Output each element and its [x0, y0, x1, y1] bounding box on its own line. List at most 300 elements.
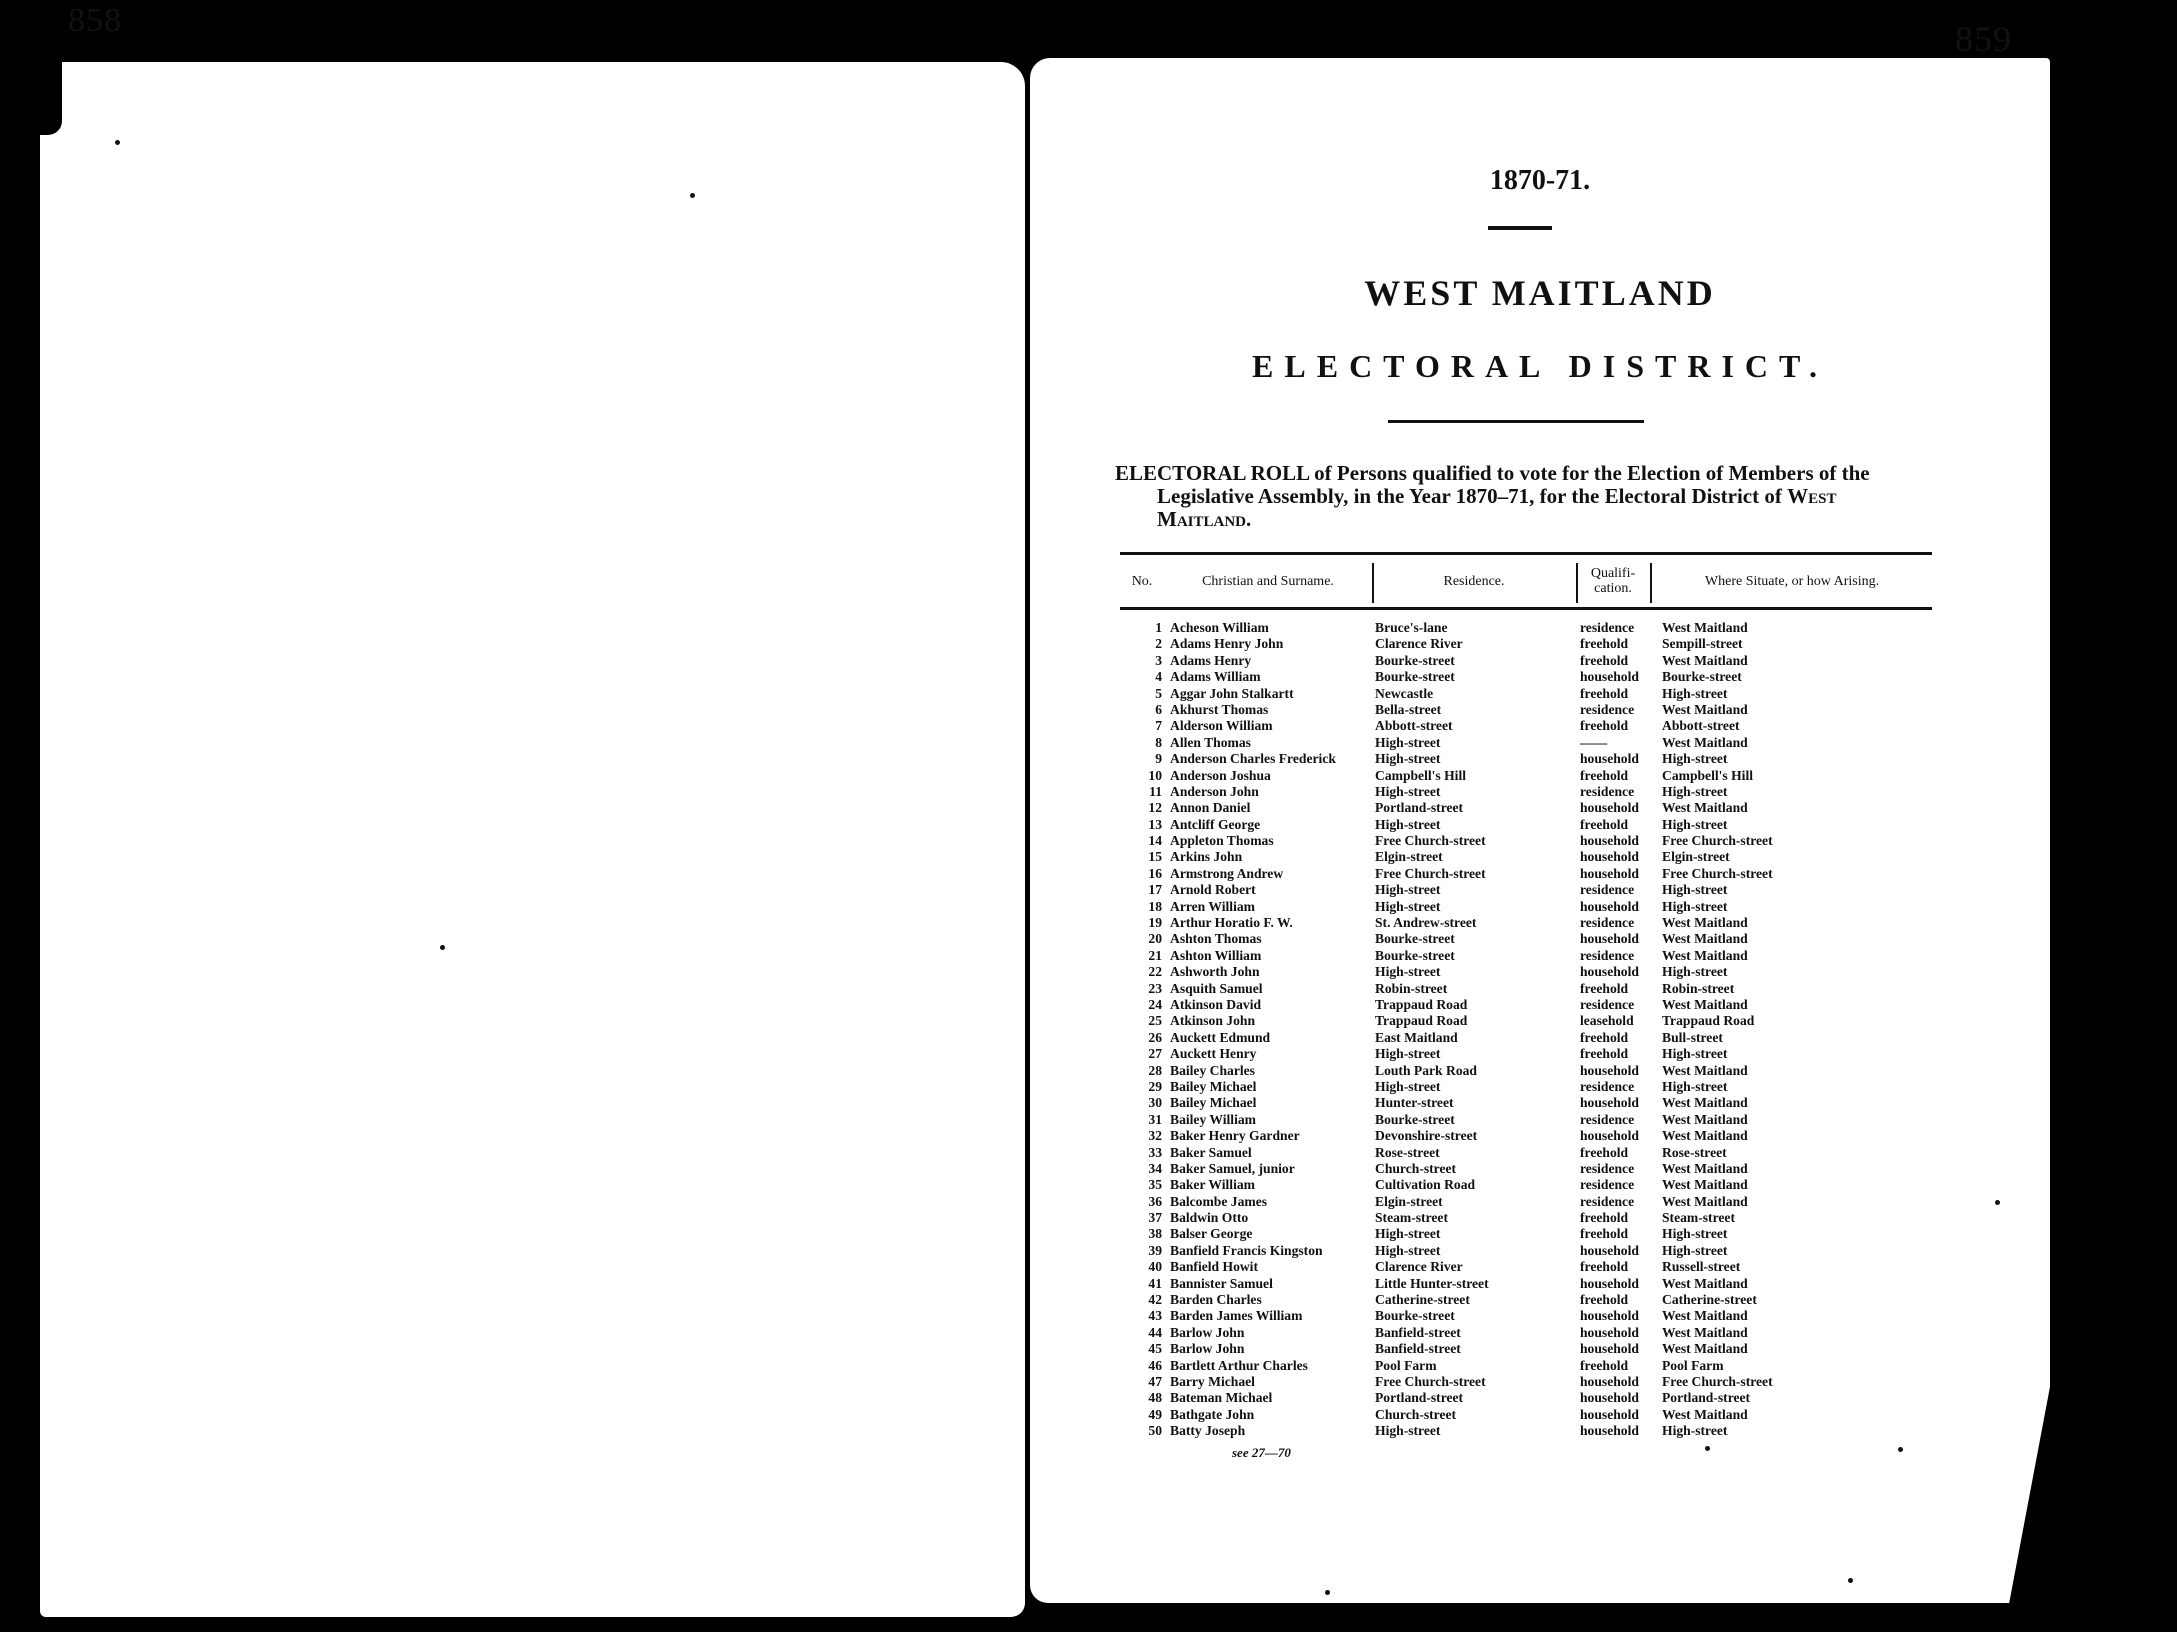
table-row [1120, 1145, 1932, 1161]
short-rule [1488, 226, 1552, 230]
row-number: 40 [1148, 1259, 1162, 1275]
table-row [1120, 1308, 1932, 1324]
voter-name: Ashton William [1170, 947, 1262, 963]
voter-name: Armstrong Andrew [1170, 865, 1284, 881]
row-number: 35 [1148, 1177, 1162, 1193]
voter-name: Alderson William [1170, 718, 1273, 734]
qualification-location: Rose-street [1662, 1144, 1727, 1160]
table-row [1120, 1046, 1932, 1062]
row-number: 25 [1148, 1013, 1162, 1029]
qualification-location: West Maitland [1662, 1341, 1748, 1357]
roll-year: 1870-71. [1489, 165, 1591, 196]
voter-residence: High-street [1375, 882, 1441, 898]
left-page [40, 62, 1025, 1617]
voter-residence: Church-street [1375, 1160, 1457, 1176]
voter-residence: High-street [1375, 751, 1441, 767]
qualification-location: Catherine-street [1662, 1292, 1757, 1308]
voter-name: Batty Joseph [1170, 1423, 1246, 1439]
voter-name: Bathgate John [1170, 1406, 1255, 1422]
voter-qualification: freehold [1580, 1029, 1629, 1045]
row-number: 11 [1149, 783, 1162, 799]
table-row [1120, 1177, 1932, 1193]
voter-name: Bateman Michael [1170, 1390, 1273, 1406]
voter-name: Appleton Thomas [1170, 833, 1274, 849]
row-number: 14 [1148, 833, 1162, 849]
voter-name: Baker William [1170, 1177, 1255, 1193]
qualification-location: High-street [1662, 751, 1728, 767]
title-rule [1388, 420, 1644, 423]
voter-residence: Steam-street [1375, 1210, 1448, 1226]
qualification-location: High-street [1662, 783, 1728, 799]
row-number: 6 [1155, 701, 1162, 717]
voter-name: Bailey William [1170, 1111, 1256, 1127]
intro-line-3: Maitland. [1157, 507, 1252, 531]
voter-qualification: residence [1580, 996, 1635, 1012]
voter-residence: High-street [1375, 1242, 1441, 1258]
table-row [1120, 784, 1932, 800]
voter-qualification: household [1580, 1423, 1639, 1439]
voter-qualification: household [1580, 849, 1639, 865]
voter-residence: High-street [1375, 898, 1441, 914]
qualification-location: High-street [1662, 898, 1728, 914]
voter-residence: Hunter-street [1375, 1095, 1454, 1111]
voter-name: Bailey Charles [1170, 1062, 1255, 1078]
voter-name: Bailey Michael [1170, 1095, 1257, 1111]
table-row [1120, 833, 1932, 849]
voter-qualification: residence [1580, 947, 1635, 963]
row-number: 18 [1148, 898, 1162, 914]
table-row [1120, 636, 1932, 652]
row-number: 44 [1148, 1324, 1162, 1340]
row-number: 43 [1148, 1308, 1162, 1324]
row-number: 32 [1148, 1128, 1162, 1144]
voter-residence: Campbell's Hill [1375, 767, 1467, 783]
voter-name: Arnold Robert [1170, 882, 1256, 898]
voter-name: Anderson John [1170, 783, 1259, 799]
printer-signature: see 27—70 [1232, 1445, 1291, 1460]
intro-line-2 [1115, 485, 1945, 508]
voter-residence: Free Church-street [1375, 1373, 1486, 1389]
table-row [1120, 1292, 1932, 1308]
row-number: 9 [1155, 751, 1162, 767]
voter-residence: High-street [1375, 1226, 1441, 1242]
voter-residence: High-street [1375, 1046, 1441, 1062]
qualification-location: West Maitland [1662, 1406, 1748, 1422]
row-number: 49 [1148, 1406, 1162, 1422]
voter-qualification: —— [1580, 734, 1608, 750]
voter-qualification: household [1580, 1373, 1639, 1389]
header-where: Where Situate, or how Arising. [1704, 573, 1880, 589]
table-row [1120, 882, 1932, 898]
table-row [1120, 915, 1932, 931]
qualification-location: Campbell's Hill [1662, 767, 1754, 783]
table-row [1120, 1423, 1932, 1439]
ink-speck [440, 945, 445, 950]
voter-residence: Clarence River [1375, 636, 1463, 652]
voter-residence: Catherine-street [1375, 1292, 1470, 1308]
table-row [1120, 718, 1932, 734]
voter-name: Adams Henry John [1170, 636, 1284, 652]
voter-qualification: household [1580, 1406, 1639, 1422]
voter-residence: Trappaud Road [1375, 996, 1468, 1012]
voter-residence: Bourke-street [1375, 1308, 1455, 1324]
qualification-location: West Maitland [1662, 1308, 1748, 1324]
row-number: 13 [1148, 816, 1162, 832]
voter-residence: Free Church-street [1375, 865, 1486, 881]
voter-name: Barlow John [1170, 1324, 1245, 1340]
voter-qualification: residence [1580, 1160, 1635, 1176]
voter-residence: Elgin-street [1375, 1193, 1443, 1209]
voter-residence: Pool Farm [1375, 1357, 1437, 1373]
ink-speck [1325, 1590, 1330, 1595]
voter-qualification: residence [1580, 1193, 1635, 1209]
voter-residence: Portland-street [1375, 800, 1464, 816]
qualification-location: West Maitland [1662, 1324, 1748, 1340]
voter-residence: Elgin-street [1375, 849, 1443, 865]
row-number: 10 [1148, 767, 1162, 783]
voter-qualification: freehold [1580, 1226, 1629, 1242]
qualification-location: Steam-street [1662, 1210, 1735, 1226]
table-row [1120, 768, 1932, 784]
voter-residence: Newcastle [1375, 685, 1434, 701]
table-row [1120, 1063, 1932, 1079]
voter-name: Arkins John [1170, 849, 1243, 865]
qualification-location: West Maitland [1662, 996, 1748, 1012]
row-number: 37 [1148, 1210, 1162, 1226]
row-number: 30 [1148, 1095, 1162, 1111]
table-row [1120, 751, 1932, 767]
table-row [1120, 899, 1932, 915]
voter-qualification: household [1580, 1095, 1639, 1111]
table-row [1120, 1013, 1932, 1029]
voter-residence: Louth Park Road [1375, 1062, 1477, 1078]
voter-qualification: household [1580, 1390, 1639, 1406]
header-residence: Residence. [1443, 573, 1505, 589]
row-number: 19 [1148, 915, 1162, 931]
voter-qualification: freehold [1580, 636, 1629, 652]
voter-residence: St. Andrew-street [1375, 915, 1477, 931]
voter-name: Aggar John Stalkartt [1170, 685, 1294, 701]
voter-name: Ashworth John [1170, 964, 1260, 980]
voter-qualification: freehold [1580, 1144, 1629, 1160]
qualification-location: High-street [1662, 685, 1728, 701]
table-header [1120, 552, 1932, 610]
row-number: 23 [1148, 980, 1162, 996]
table-row [1120, 800, 1932, 816]
qualification-location: Portland-street [1662, 1390, 1751, 1406]
voter-qualification: freehold [1580, 1292, 1629, 1308]
voter-residence: High-street [1375, 783, 1441, 799]
table-row [1120, 948, 1932, 964]
table-row [1120, 997, 1932, 1013]
roll-introduction [1115, 462, 1945, 531]
voter-name: Balser George [1170, 1226, 1253, 1242]
qualification-location: High-street [1662, 1046, 1728, 1062]
table-row [1120, 653, 1932, 669]
voter-name: Antcliff George [1170, 816, 1261, 832]
voter-residence: Little Hunter-street [1375, 1275, 1489, 1291]
voter-residence: Bruce's-lane [1375, 620, 1448, 635]
qualification-location: West Maitland [1662, 1095, 1748, 1111]
voter-name: Akhurst Thomas [1170, 701, 1269, 717]
voter-name: Anderson Charles Frederick [1170, 751, 1336, 767]
row-number: 2 [1155, 636, 1162, 652]
voter-name: Adams William [1170, 669, 1261, 685]
voter-qualification: residence [1580, 783, 1635, 799]
table-row [1120, 866, 1932, 882]
voter-residence: Clarence River [1375, 1259, 1463, 1275]
voter-name: Adams Henry [1170, 652, 1252, 668]
voter-qualification: household [1580, 1324, 1639, 1340]
row-number: 46 [1148, 1357, 1162, 1373]
voter-name: Annon Daniel [1170, 800, 1251, 816]
ink-speck [690, 193, 695, 198]
voter-residence: Banfield-street [1375, 1341, 1461, 1357]
qualification-location: West Maitland [1662, 1177, 1748, 1193]
table-row [1120, 1325, 1932, 1341]
row-number: 26 [1148, 1029, 1162, 1045]
row-number: 5 [1155, 685, 1162, 701]
voter-qualification: household [1580, 800, 1639, 816]
qualification-location: Free Church-street [1662, 1373, 1773, 1389]
voter-qualification: freehold [1580, 1210, 1629, 1226]
qualification-location: Sempill-street [1662, 636, 1743, 652]
table-row [1120, 1390, 1932, 1406]
qualification-location: High-street [1662, 1242, 1728, 1258]
row-number: 50 [1148, 1423, 1162, 1439]
voter-name: Baker Henry Gardner [1170, 1128, 1300, 1144]
voter-residence: Bourke-street [1375, 669, 1455, 685]
voter-qualification: freehold [1580, 1046, 1629, 1062]
voter-qualification: residence [1580, 620, 1635, 635]
voter-name: Atkinson David [1170, 996, 1262, 1012]
voter-qualification: residence [1580, 701, 1635, 717]
table-row [1120, 849, 1932, 865]
voter-qualification: household [1580, 1341, 1639, 1357]
voter-qualification: household [1580, 669, 1639, 685]
table-row [1120, 964, 1932, 980]
row-number: 42 [1148, 1292, 1162, 1308]
table-row [1120, 1341, 1932, 1357]
table-row [1120, 1259, 1932, 1275]
table-row [1120, 1276, 1932, 1292]
qualification-location: West Maitland [1662, 652, 1748, 668]
voter-residence: East Maitland [1375, 1029, 1458, 1045]
qualification-location: West Maitland [1662, 1062, 1748, 1078]
voter-qualification: residence [1580, 1078, 1635, 1094]
table-row [1120, 931, 1932, 947]
header-no: No. [1131, 573, 1153, 589]
table-row [1120, 1210, 1932, 1226]
voter-qualification: household [1580, 751, 1639, 767]
table-row [1120, 1128, 1932, 1144]
voter-name: Arren William [1170, 898, 1255, 914]
table-row [1120, 817, 1932, 833]
voter-name: Barden Charles [1170, 1292, 1262, 1308]
table-row [1120, 1095, 1932, 1111]
table-row [1120, 1226, 1932, 1242]
row-number: 15 [1148, 849, 1162, 865]
qualification-location: High-street [1662, 882, 1728, 898]
row-number: 24 [1148, 996, 1162, 1012]
voter-qualification: freehold [1580, 685, 1629, 701]
qualification-location: High-street [1662, 964, 1728, 980]
voter-residence: High-street [1375, 964, 1441, 980]
table-row [1120, 1407, 1932, 1423]
voter-qualification: residence [1580, 882, 1635, 898]
voter-qualification: freehold [1580, 767, 1629, 783]
voter-name: Ashton Thomas [1170, 931, 1262, 947]
qualification-location: West Maitland [1662, 1128, 1748, 1144]
voter-residence: Trappaud Road [1375, 1013, 1468, 1029]
qualification-location: Trappaud Road [1662, 1013, 1755, 1029]
voter-qualification: household [1580, 1062, 1639, 1078]
voter-qualification: household [1580, 1128, 1639, 1144]
qualification-location: High-street [1662, 1226, 1728, 1242]
right-page-number: 859 [1955, 19, 2012, 59]
ink-speck [1898, 1447, 1903, 1452]
qualification-location: West Maitland [1662, 1160, 1748, 1176]
voter-residence: Cultivation Road [1375, 1177, 1476, 1193]
voter-residence: Devonshire-street [1375, 1128, 1478, 1144]
voter-qualification: leasehold [1580, 1013, 1634, 1029]
voter-qualification: freehold [1580, 1259, 1629, 1275]
voter-residence: High-street [1375, 1078, 1441, 1094]
row-number: 39 [1148, 1242, 1162, 1258]
qualification-location: Bourke-street [1662, 669, 1742, 685]
voter-qualification: household [1580, 1242, 1639, 1258]
intro-line-2-text: Legislative Assembly, in the Year 1870–71, for the Electoral District of [1157, 484, 1782, 508]
qualification-location: West Maitland [1662, 800, 1748, 816]
table-row [1120, 981, 1932, 997]
voter-qualification: residence [1580, 915, 1635, 931]
voter-name: Bannister Samuel [1170, 1275, 1273, 1291]
table-row [1120, 1161, 1932, 1177]
qualification-location: Free Church-street [1662, 865, 1773, 881]
voter-name: Baldwin Otto [1170, 1210, 1249, 1226]
voter-qualification: freehold [1580, 816, 1629, 832]
table-row [1120, 1243, 1932, 1259]
voter-name: Arthur Horatio F. W. [1170, 915, 1293, 931]
ink-speck [1848, 1578, 1853, 1583]
qualification-location: West Maitland [1662, 915, 1748, 931]
table-row [1120, 1079, 1932, 1095]
table-row [1120, 1030, 1932, 1046]
voter-name: Balcombe James [1170, 1193, 1268, 1209]
intro-line-1: ELECTORAL ROLL of Persons qualified to vote for the Election of Members of the [1115, 461, 1870, 485]
row-number: 36 [1148, 1193, 1162, 1209]
voter-name: Barlow John [1170, 1341, 1245, 1357]
qualification-location: Russell-street [1662, 1259, 1741, 1275]
table-row [1120, 735, 1932, 751]
voter-qualification: household [1580, 931, 1639, 947]
voter-name: Banfield Howit [1170, 1259, 1258, 1275]
voter-name: Banfield Francis Kingston [1170, 1242, 1323, 1258]
qualification-location: High-street [1662, 1078, 1728, 1094]
row-number: 41 [1148, 1275, 1162, 1291]
voter-qualification: freehold [1580, 1357, 1629, 1373]
voter-residence: Bourke-street [1375, 947, 1455, 963]
row-number: 3 [1155, 652, 1162, 668]
voter-residence: Bella-street [1375, 701, 1442, 717]
qualification-location: Pool Farm [1662, 1357, 1724, 1373]
row-number: 34 [1148, 1160, 1162, 1176]
qualification-location: Robin-street [1662, 980, 1735, 996]
voter-residence: Abbott-street [1375, 718, 1453, 734]
row-number: 22 [1148, 964, 1162, 980]
table-row [1120, 702, 1932, 718]
table-body [1120, 620, 1932, 1440]
qualification-location: Free Church-street [1662, 833, 1773, 849]
voter-residence: Free Church-street [1375, 833, 1486, 849]
voter-name: Barry Michael [1170, 1373, 1255, 1389]
qualification-location: Abbott-street [1662, 718, 1740, 734]
district-title: WEST MAITLAND [1364, 273, 1716, 313]
row-number: 27 [1148, 1046, 1162, 1062]
voter-name: Auckett Henry [1170, 1046, 1257, 1062]
voter-name: Asquith Samuel [1170, 980, 1263, 996]
table-row [1120, 1194, 1932, 1210]
voter-name: Baker Samuel [1170, 1144, 1252, 1160]
qualification-location: West Maitland [1662, 1193, 1748, 1209]
ink-speck [1705, 1446, 1710, 1451]
row-number: 21 [1148, 947, 1162, 963]
voter-name: Acheson William [1170, 620, 1269, 635]
qualification-location: West Maitland [1662, 931, 1748, 947]
header-name: Christian and Surname. [1202, 573, 1334, 589]
qualification-location: West Maitland [1662, 701, 1748, 717]
qualification-location: High-street [1662, 816, 1728, 832]
row-number: 12 [1148, 800, 1162, 816]
voter-residence: Bourke-street [1375, 1111, 1455, 1127]
table-row [1120, 1358, 1932, 1374]
district-subtitle: ELECTORAL DISTRICT. [1252, 348, 1828, 384]
voter-qualification: household [1580, 833, 1639, 849]
voter-residence: High-street [1375, 816, 1441, 832]
row-number: 45 [1148, 1341, 1162, 1357]
qualification-location: West Maitland [1662, 1111, 1748, 1127]
row-number: 1 [1155, 620, 1162, 635]
voter-qualification: household [1580, 898, 1639, 914]
voter-name: Baker Samuel, junior [1170, 1160, 1295, 1176]
row-number: 48 [1148, 1390, 1162, 1406]
row-number: 33 [1148, 1144, 1162, 1160]
voter-name: Bartlett Arthur Charles [1170, 1357, 1308, 1373]
voter-residence: High-street [1375, 734, 1441, 750]
left-page-number: 858 [68, 2, 122, 39]
header-qualification: Qualifi- cation. [1590, 566, 1636, 596]
voter-qualification: freehold [1580, 652, 1629, 668]
ink-speck [1995, 1200, 2000, 1205]
voter-name: Barden James William [1170, 1308, 1303, 1324]
voter-name: Allen Thomas [1170, 734, 1251, 750]
voter-qualification: freehold [1580, 980, 1629, 996]
table-row [1120, 1112, 1932, 1128]
voter-qualification: freehold [1580, 718, 1629, 734]
page-tab-shadow [0, 60, 62, 135]
qualification-location: Elgin-street [1662, 849, 1730, 865]
qualification-location: West Maitland [1662, 734, 1748, 750]
voter-qualification: household [1580, 964, 1639, 980]
voter-name: Anderson Joshua [1170, 767, 1271, 783]
voter-residence: Robin-street [1375, 980, 1448, 996]
row-number: 8 [1155, 734, 1162, 750]
voter-qualification: residence [1580, 1177, 1635, 1193]
voter-qualification: household [1580, 1308, 1639, 1324]
voter-qualification: household [1580, 1275, 1639, 1291]
qualification-location: West Maitland [1662, 620, 1748, 635]
row-number: 7 [1155, 718, 1162, 734]
